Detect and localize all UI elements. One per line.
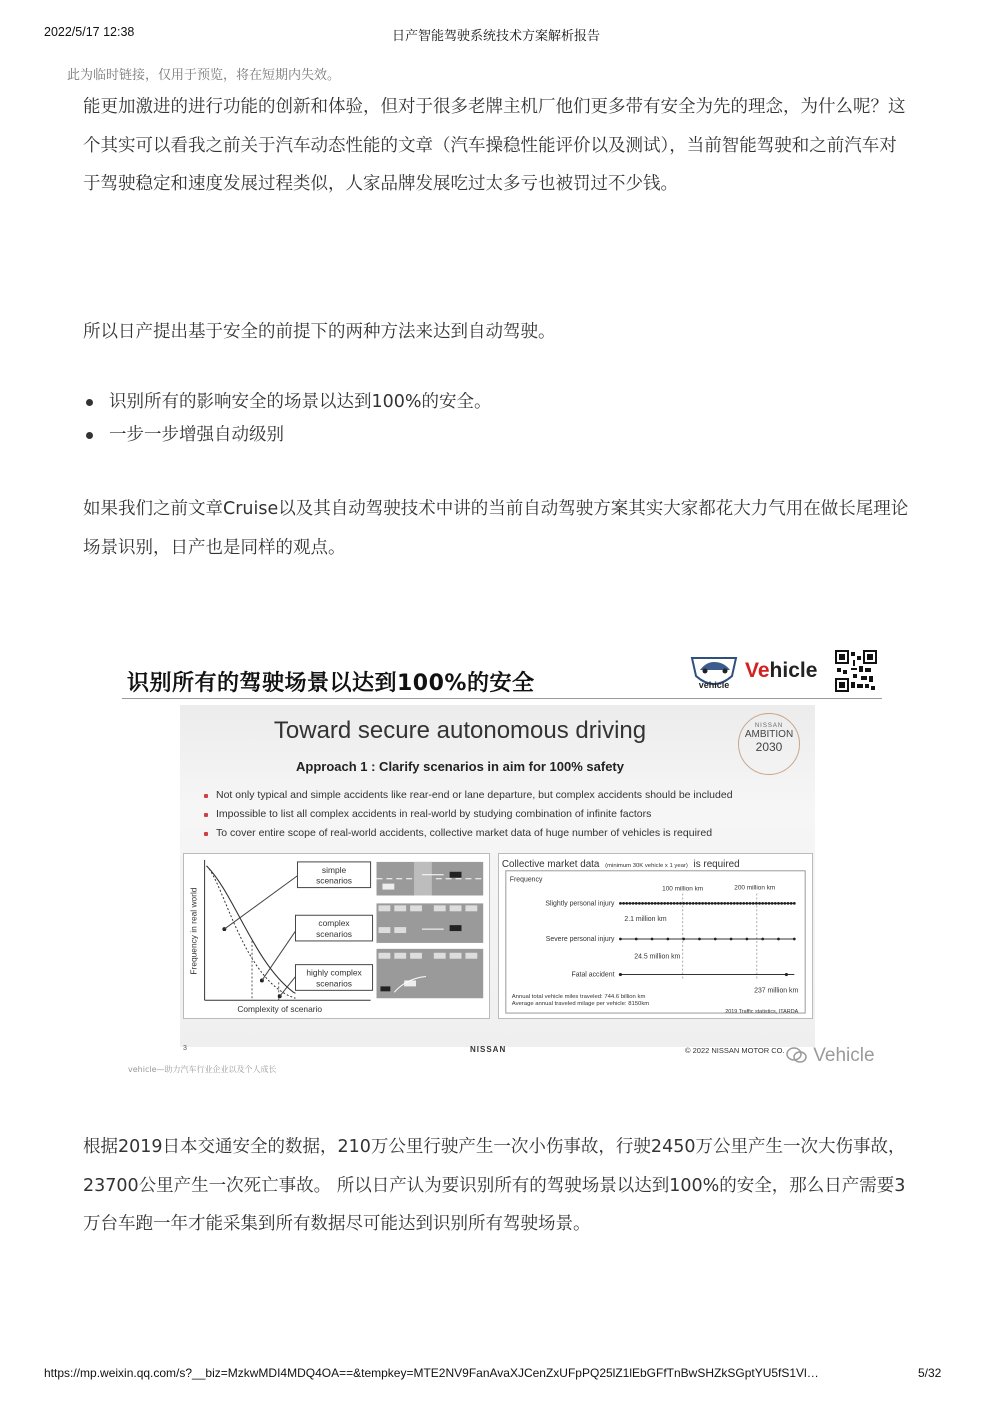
data-point (730, 938, 733, 941)
vehicle-brand (745, 659, 817, 683)
data-point (749, 902, 752, 905)
data-point (708, 902, 711, 905)
method-list (83, 386, 903, 452)
data-point (711, 902, 714, 905)
data-point (704, 902, 707, 905)
data-point (714, 938, 717, 941)
header-title: 日产智能驾驶系统技术方案解析报告 (391, 29, 600, 44)
data-point (793, 902, 796, 905)
data-point (673, 902, 676, 905)
data-point (698, 938, 701, 941)
data-point (689, 902, 692, 905)
data-point (651, 902, 654, 905)
data-point (746, 902, 749, 905)
data-point (787, 902, 790, 905)
data-point (783, 902, 786, 905)
data-point (720, 902, 723, 905)
data-point (679, 902, 682, 905)
frequency-label: Frequency (509, 876, 543, 884)
data-point (632, 902, 635, 905)
curve-line-dashed (207, 866, 296, 998)
wechat-icon (786, 1046, 808, 1064)
data-point (758, 902, 761, 905)
distance-label: 237 million km (754, 987, 799, 995)
data-point (663, 902, 666, 905)
wechat-watermark (786, 1045, 875, 1067)
data-point (761, 938, 764, 941)
collective-market-data-chart (498, 853, 813, 1019)
list-item: Not only typical and simple accidents like rear-end or lane departure, but complex accidents should be included (202, 786, 733, 805)
data-point (654, 902, 657, 905)
data-point (695, 902, 698, 905)
slide-heading: Toward secure autonomous driving (273, 717, 647, 744)
slide-copyright: © 2022 NISSAN MOTOR CO. (685, 1046, 785, 1055)
paragraph-statistics: 根据2019日本交通安全的数据，210万公里行驶产生一次小伤事故，行驶2450万公里产生一次大伤事故，23700公里产生一次死亡事故。 所以日产认为要识别所有的驾驶场景以达到100%的安全，那么日产需要3万台车跑一年才能采集到所有数据尽可能达到识别所有驾驶场景。 (83, 1137, 906, 1234)
watermark-text: Vehicle (813, 1045, 875, 1066)
nissan-logo: NISSAN (470, 1045, 507, 1054)
road-scene-highly-complex (377, 949, 484, 998)
data-point (647, 902, 650, 905)
x-axis-label: Complexity of scenario (237, 1004, 323, 1015)
data-point (739, 902, 742, 905)
data-point (682, 938, 685, 941)
label-complex-line1: complex (318, 918, 350, 929)
road-scene-simple (377, 862, 484, 896)
ambition-2030-badge (738, 713, 800, 775)
footer-url[interactable]: https://mp.weixin.qq.com/s?__biz=MzkwMDI4MDQ4OA==&tempkey=MTE2NV9FanAvaXJCenZxUFpPQ25lZ1lEbGFfTnBwSHZkSGptYU5fS1Vl… (44, 1366, 819, 1380)
scale-label: 200 million km (734, 884, 776, 892)
slide-page-number: 3 (183, 1045, 187, 1052)
temporary-link-notice: 此为临时链接，仅用于预览，将在短期内失效。 (67, 68, 341, 83)
label-complex-line2: scenarios (316, 928, 352, 939)
data-point (692, 902, 695, 905)
y-axis-label: Frequency in real world (188, 887, 199, 975)
brand-suffix: hicle (769, 659, 818, 682)
slide-divider (122, 698, 882, 699)
slide-caption: vehicle—助力汽车行业企业以及个人成长 (128, 1065, 277, 1074)
paragraph-cruise: 如果我们之前文章Cruise以及其自动驾驶技术中讲的当前自动驾驶方案其实大家都花大力气用在做长尾理论场景识别，日产也是同样的观点。 (83, 499, 909, 558)
car-logo-icon (688, 652, 740, 694)
ambition-year: 2030 (755, 740, 783, 754)
data-point (619, 973, 622, 976)
label-highly-complex-line2: scenarios (316, 978, 352, 989)
market-data-title: Collective market data (minimum 30K vehicle x 1 year) is required (501, 858, 740, 870)
qr-code-icon (835, 650, 877, 692)
data-point (641, 902, 644, 905)
data-point (698, 902, 701, 905)
data-point (682, 902, 685, 905)
list-item: 一步一步增强自动级别 (83, 419, 903, 452)
nissan-slide (180, 705, 815, 1055)
paragraph-intro: 能更加激进的进行功能的创新和体验，但对于很多老牌主机厂他们更多带有安全为先的理念，为什么呢？这个其实可以看我之前关于汽车动态性能的文章（汽车操稳性能评价以及测试），当前智能驾驶和之前汽车对于驾驶稳定和速度发展过程类似，人家品牌发展吃过太多亏也被罚过不少钱。 (83, 97, 906, 194)
row-label: Slightly personal injury (545, 900, 615, 908)
data-point (730, 902, 733, 905)
data-point (723, 902, 726, 905)
svg-text:vehicle: vehicle (698, 680, 730, 690)
data-point (790, 902, 793, 905)
data-point (764, 902, 767, 905)
data-point (771, 902, 774, 905)
data-point (635, 902, 638, 905)
data-point (742, 902, 745, 905)
list-item: To cover entire scope of real-world accidents, collective market data of huge number of vehicles is required (202, 824, 733, 843)
data-point (701, 902, 704, 905)
data-point (761, 902, 764, 905)
label-highly-complex-line1: highly complex (306, 967, 362, 978)
data-point (736, 902, 739, 905)
data-point (774, 902, 777, 905)
data-point (676, 902, 679, 905)
data-point (755, 902, 758, 905)
data-point (752, 902, 755, 905)
approach-heading: Approach 1 : Clarify scenarios in aim for 100% safety (295, 759, 624, 774)
market-note: Average annual traveled milage per vehicle: 8150km (511, 1001, 650, 1008)
data-point (629, 902, 632, 905)
distance-label: 2.1 million km (624, 916, 667, 924)
data-point (777, 902, 780, 905)
complexity-frequency-graph (183, 853, 490, 1019)
data-point (714, 902, 717, 905)
data-point (666, 902, 669, 905)
brand-prefix: Ve (745, 659, 770, 682)
data-point (622, 902, 625, 905)
header-datetime: 2022/5/17 12:38 (44, 25, 135, 39)
market-note: Annual total vehicle miles traveled: 744.6 billion km (511, 994, 646, 1001)
data-point (780, 902, 783, 905)
distance-label: 24.5 million km (634, 953, 681, 961)
data-point (733, 902, 736, 905)
row-label: Fatal accident (571, 971, 615, 979)
data-point (660, 902, 663, 905)
ambition-mid: AMBITION (744, 729, 794, 740)
list-item: Impossible to list all complex accidents in real-world by studying combination of infinite factors (202, 805, 733, 824)
data-point (619, 938, 622, 941)
data-point (651, 938, 654, 941)
road-scene-complex (377, 903, 484, 943)
slide-bullet-list (202, 786, 733, 843)
pointer-line (262, 931, 296, 980)
pointer-line (224, 876, 297, 929)
data-point (717, 902, 720, 905)
market-source: 2019 Traffic statistics, ITARDA (725, 1009, 799, 1016)
data-point (619, 902, 622, 905)
pointer-line (280, 977, 296, 997)
slide-image (118, 644, 884, 1078)
data-point (777, 938, 780, 941)
label-simple-line2: scenarios (316, 875, 352, 886)
data-point (727, 902, 730, 905)
data-point (793, 938, 796, 941)
row-label: Severe personal injury (545, 935, 615, 943)
ambition-top: NISSAN (754, 723, 784, 729)
data-point (644, 902, 647, 905)
curve-line (207, 866, 296, 993)
scale-label: 100 million km (662, 885, 704, 893)
paragraph-two-methods: 所以日产提出基于安全的前提下的两种方法来达到自动驾驶。 (83, 322, 556, 342)
list-item: 识别所有的影响安全的场景以达到100%的安全。 (83, 386, 903, 419)
data-point (670, 902, 673, 905)
data-point (746, 938, 749, 941)
data-point (768, 902, 771, 905)
data-point (635, 938, 638, 941)
data-point (638, 902, 641, 905)
data-point (657, 902, 660, 905)
data-point (625, 902, 628, 905)
label-simple-line1: simple (321, 864, 347, 875)
data-point (685, 902, 688, 905)
data-point (785, 973, 788, 976)
slide-title: 识别所有的驾驶场景以达到100%的安全 (127, 671, 535, 696)
data-point (666, 938, 669, 941)
footer-page-number: 5/32 (918, 1366, 942, 1380)
